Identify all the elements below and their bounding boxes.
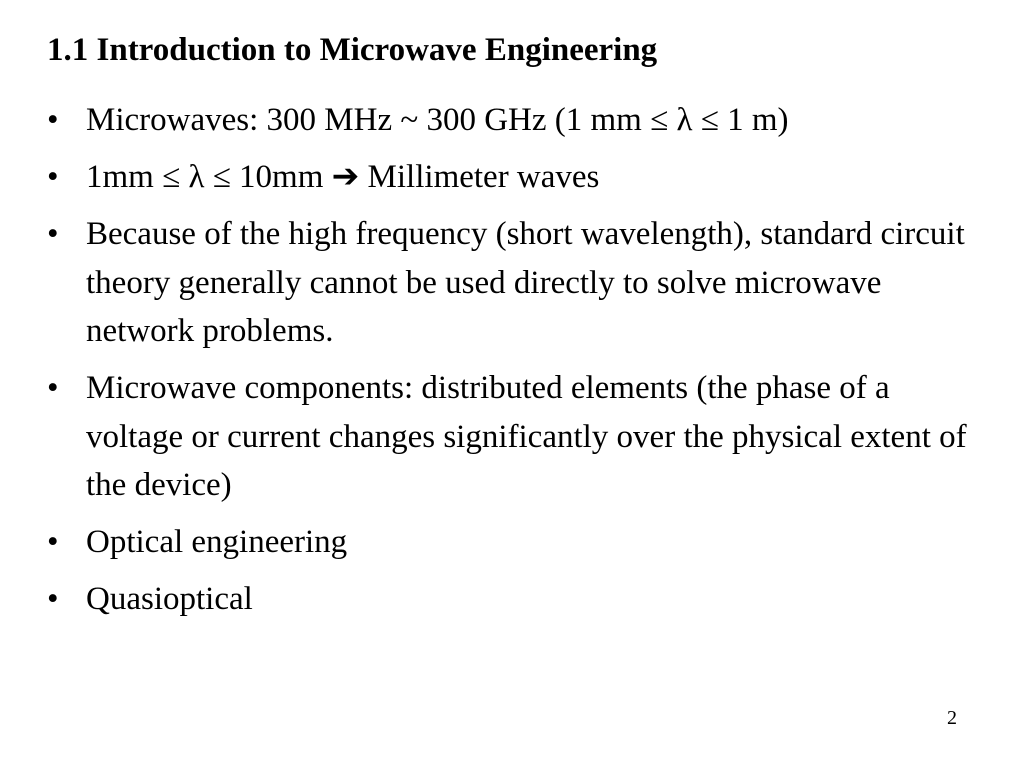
bullet-item-millimeter-waves — [47, 153, 987, 202]
bullet-item-components — [47, 364, 987, 510]
bullet-icon: • — [47, 524, 59, 560]
bullet-item-circuit-theory — [47, 210, 987, 356]
page-number: 2 — [947, 707, 957, 729]
bullet-text: Optical engineering — [86, 524, 348, 560]
bullet-icon: • — [47, 581, 59, 617]
bullet-text: Microwaves: 300 MHz ~ 300 GHz (1 mm ≤ λ ≤ 1 m) — [86, 102, 789, 138]
bullet-item-quasioptical — [47, 575, 987, 624]
bullet-text: 1mm ≤ λ ≤ 10mm ➔ Millimeter waves — [86, 159, 600, 195]
bullet-icon: • — [47, 159, 59, 195]
bullet-list — [47, 96, 987, 632]
slide-title: 1.1 Introduction to Microwave Engineering — [47, 32, 658, 68]
bullet-text: Because of the high frequency (short wavelength), standard circuit theory generally cannot be used directly to solve microwave network problems. — [86, 216, 965, 349]
bullet-text: Microwave components: distributed elements (the phase of a voltage or current changes significantly over the physical extent of the device) — [86, 370, 967, 503]
bullet-item-optical-engineering — [47, 518, 987, 567]
bullet-item-microwaves-range — [47, 96, 987, 145]
bullet-icon: • — [47, 370, 59, 406]
bullet-text: Quasioptical — [86, 581, 253, 617]
bullet-icon: • — [47, 216, 59, 252]
bullet-icon: • — [47, 102, 59, 138]
